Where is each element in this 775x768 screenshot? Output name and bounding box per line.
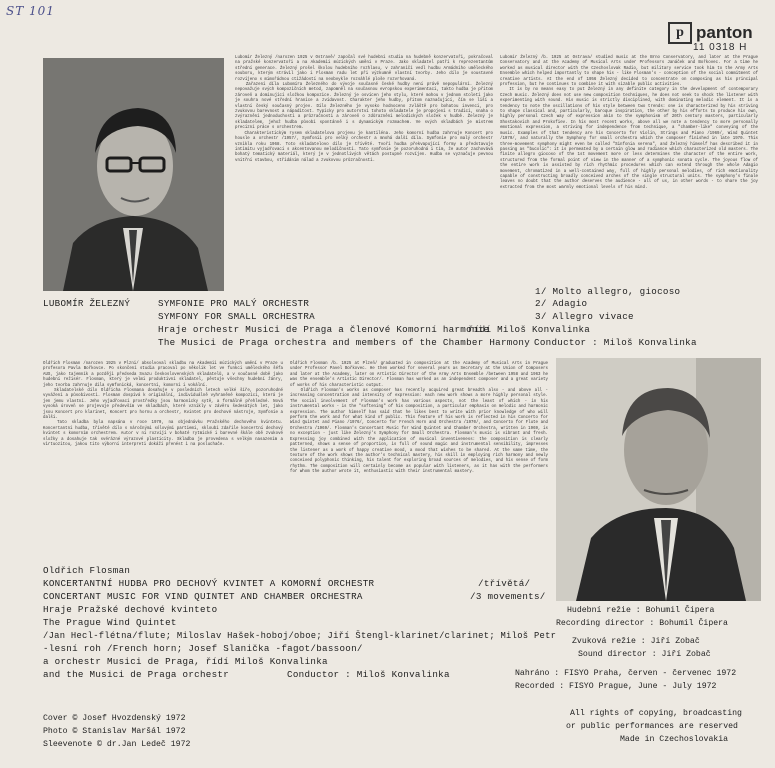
- made-in: Made in Czechoslovakia: [620, 735, 729, 744]
- panton-brand: panton: [696, 23, 753, 42]
- rights-line-2: or public performances are reserved: [566, 722, 738, 731]
- portrait-photo-lubomir-zelezny: [43, 58, 224, 291]
- panton-logo: [668, 22, 753, 44]
- sleevenote-english-zelezny: Lubomír Železný /b. 1925 at Ostrava/ studied music at the Brno Conservatory, and later at the Prague Conservatory and at the Academy of Musical Arts under Professors Janáček and Bořkovec. For a time he worked as musical director with the Czechoslovak Radio, but military service took him to the Army Arts Ensemble which helped importantly to shape his - like Flosman's - conception of the social commitment of creative artists. At the end of 1956 Železný decided to concentrate on composing as his principal profession, but he continues to combine it with sizable public activities. It is by no means easy to put Železný in any definite category in the development of contemporary Czech music. Železný does not use new composition techniques, he does not seek to shock the listener with experimenting with sound. His music is strictly disciplined, with dominating melodic element. It is a tendency to note the oscillations of his style between two trends: one is characterized by his striving to shape classical and, particularly, baroque inspiration, the other by his efforts to produce his own, highly personal Czech way of expression akin to the symphonism of 20th century masters, particularly Shostakovich and Prokofiev. In his most recent works, above all we note a tendency to more personally emotional expression, a striving for independence from technique, a "chamber-like" conveying of the music. Examples of that tendency are his Concerto for Violin, Strings and Piano /1969/, Wind Quintet /1970/, and naturally the Symphony for small orchestra which the composer finished in late 1970. This three-movement symphony might even be called "Sinfonia serena", and Železný himself has described it in passing as "bucolic": it is permeated by a certain glow and radiance which characterized old masters. The finite allegro giocoso of the 1st movement more or less determines the character of the entire work, structured from the formal point of view in the manner of a symphonic sonata cycle. The joyous flow of the entire work is assisted by rich rhythmic procedures which can extend through the whole Adagio movement, chromatized in a well-contained way, full of highly personal melodies, of rich emotionality capable of constructing broadly conceived arches of the single structural units. The symphony's finale leaves no doubt that the author deserves the audience - all of us, in other words - to share the joy extracted from the most warmly emotional levels of his mind.: [500, 56, 759, 190]
- panton-logo-icon: p: [668, 22, 692, 44]
- movements-en-flosman: /3 movements/: [470, 591, 546, 602]
- quintet-members-1: /Jan Hecl-flétna/flute; Miloslav Hašek-hoboj/oboe; Jiří Štengl-klarinet/clarinet; Miloš Petr: [43, 631, 557, 641]
- credit-recording-director-en: Recording director : Bohumil Čipera: [556, 619, 728, 628]
- performers-en-flosman: The Prague Wind Quintet: [43, 617, 177, 628]
- photo-credit: Photo © Stanislav Maršál 1972: [43, 727, 186, 736]
- movement-1: 1/ Molto allegro, giocoso: [535, 286, 681, 297]
- cover-credit: Cover © Josef Hvozdenský 1972: [43, 714, 186, 723]
- work-title-en-zelezny: SYMFONY FOR SMALL ORCHESTRA: [158, 311, 315, 322]
- performers-cz-zelezny: Hraje orchestr Musici de Praga a členové Komorní harmonie: [158, 324, 490, 335]
- conductor-cz-zelezny: řídí Miloš Konvalinka: [468, 324, 591, 335]
- performers-en-zelezny: The Musici de Praga orchestra and members of the Chamber Harmony: [158, 337, 531, 348]
- sleevenote-english-flosman: Oldřich Flosman /b. 1925 at Plzeň/ graduated in composition at the Academy of Musical Arts in Prague under Professor Pavel Bořkovec. He then worked for several years as Secretary at the Union of Composers and later at the Academy, later on Artistic Director of the Army Arts Ensemble /between 1958 and 1963 he was the ensemble's Artistic Director/. Flosman has worked as an independent composer and a great variety of works of his characteristic output. Oldřich Flosman's works as composer has recently acquired great breadth also - and above all - increasing concentration and intensity of expression: each new work shows a more highly personal style. The social involvement of Flosman's work has various aspects, not the least of which - in his instrumental works - is the "softening" of his composition, a particular emphasis on melodic and harmonic expression. The author himself has said that he likes best to write with prior knowledge of who will perform the work and for what kind of public. This feature of his work is reflected in his Concerto for Wind Quintet and Piano /1976/, Concerto for French Horn and Orchestra /1970/, and Concerto for Flute and Orchestra /1969/. Flosman's Concertant Music for Wind Quintet and Chamber Orchestra, written in 1969, is no exception - just like Železný's Symphony for Small Orchestra. Flosman's music is vibrant and fresh. Expressing joy combined with the application of musical inventiveness: the composition is clearly patterned, shows a sense of proportion, is full of sound magic and instrumental sensibility, impresses the listener as a work of happy creative mood, a mood that wishes to be shared. At the same time, the texture of the work shows the author's technical mastery, his skill in employing rich harmony and newly conceived polyphonic thinking, his talent for exploring broad sources of melodies, and his sense of form rhythm. The composition will certainly become as popular with listeners, as it has with the performers for whom the author wrote it, enthusiastic with their instrumental mastery.: [290, 362, 548, 475]
- quintet-members-2: -lesní roh /French horn; Josef Slanička -fagot/bassoon/: [43, 643, 363, 654]
- work-title-en-flosman: CONCERTANT MUSIC FOR VIND QUINTET AND CHAMBER ORCHESTRA: [43, 591, 363, 602]
- composer-zelezny: LUBOMÍR ŽELEZNÝ: [43, 298, 131, 309]
- credit-recorded-en: Recorded : FISYO Prague, June - July 1972: [515, 682, 717, 691]
- conductor-en-flosman: Conductor : Miloš Konvalinka: [287, 669, 450, 680]
- credit-recording-director-cz: Hudební režie : Bohumil Čipera: [567, 606, 715, 615]
- work-title-cz-zelezny: SYMFONIE PRO MALÝ ORCHESTR: [158, 298, 310, 309]
- conductor-en-zelezny: Conductor : Miloš Konvalinka: [534, 337, 697, 348]
- catalog-number: 11 0318 H: [693, 42, 748, 53]
- sleevenote-czech-flosman: Oldřich Flosman /narozen 1925 v Plzni/ absolvoval skladbu na Akademii múzických umění v Praze u profesora Pavla Bořkovce. Po skončení studia pracoval po několik let ve funkci uměleckého šéfa AUS, jako tajemník a později předseda Svazu československých skladatelů, a v současné době jako hudební režisér. Flosman, který je velmi produktivní skladatel, pěstuje všechny hudební žánry, jeho tvorba zahrnuje díla symfonická, koncertní, komorní i vokální. Skladatelské dílo Oldřicha Flosmana dosahuje v posledních letech velké šíře, pozoruhodné vyvážení a působivosti. Flosman dospívá k originální, individuálně vyhraněné kompozici, která je jen jemu vlastní. Jeho vyjadřovací prostředky jsou harmonicky sytě, a formálně přehledné. Nová vysoká úroveň se projevuje především ve skladbách, které vznikly v závěru šedesátých let, jako jsou Koncert pro klarinet, Koncert pro hornu a orchestr, Kvintet pro dechové nástroje, Symfonie a další. Tato skladba byla napsána v roce 1970, na objednávku Pražského dechového kvintetu. Koncertantní hudba, třívěté dílo s náročnými sólovými partiemi, skloubí zdařile koncertní dechový kvintet s komorním orchestrem. Autor v ní rozvíjí v bohaté rytmické i barevné škále obě zvukové složky a dosahuje tak svérázné výrazové plasticity. Skladba je provedena s velkým nasazením a virtuozitou, jakou tito výborní interpreti dokáží přenést i na posluchače.: [43, 362, 284, 448]
- orchestra-cz-flosman: a orchestr Musici de Praga, řídí Miloš Konvalinka: [43, 656, 328, 667]
- movement-3: 3/ Allegro vivace: [535, 311, 634, 322]
- handwritten-catalog-mark: ST 101: [6, 4, 55, 18]
- performers-cz-flosman: Hraje Pražské dechové kvinteto: [43, 604, 218, 615]
- movements-cz-flosman: /třívětá/: [478, 578, 531, 589]
- rights-line-1: All rights of copying, broadcasting: [570, 709, 742, 718]
- credit-sound-director-en: Sound director : Jiří Zobač: [578, 650, 711, 659]
- orchestra-en-flosman: and the Musici de Praga orchestr: [43, 669, 230, 680]
- movement-2: 2/ Adagio: [535, 298, 588, 309]
- sleevenote-credit: Sleevenote © dr.Jan Ledeč 1972: [43, 740, 191, 749]
- credit-recorded-cz: Nahráno : FISYO Praha, červen - červenec 1972: [515, 669, 737, 678]
- sleevenote-czech-zelezny: Lubomír Železný /narozen 1925 v Ostravě/ započal své hudební studia na hudebně konzervatoři, pokračoval na pražské konzervatoři a na Akademii múzických umění v Praze. Jako skladatel patří k reprezentantům střední generace. Železný prošel školou hudebního rozhlasu, v zahraničí vedl hudbu Armádního uměleckého souboru, kterým strávil jako i Flosman radu let při výzkumně vlastní tvorby. Jeho dílo je soustavné rozvíjeno s mimořádnou ctižádostí na neobvykle rozsáhlé ploše rozvrhovaná. Zařazení díla Lubomíra Železného do vývoje současné české hudby není právě nepopulární. Železný nepovažuje svých kompozičních metod, zapomněl na současnou evropskou experimentaci, takto hudba je přitom zároveň a dominující složkou kompozice. Železný je osvícen jeho stylu, které mohou v jednom století jako je souhra nové střední hranice a zvídavost. Charakter jeho hudby, přitom naznačující, čím se liší a vlastní český současný projev. Dílo Železného je vysoko hodnoceno zvláště pro bohatou invenci, pro zvukovou barevnost a nápaditost. Typicky pro autorství tohoto skladatele je propojení s tradicí, snaha o zvýraznění jednoduchosti a průzračnosti a zároveň o zdůraznění melodických složek v hudbě. Železný je skladatelem, jehož hudba působí spontánně i s dynamickým rozmachem. Ve svých skladbách je mistrem precizní práce s orchestrem. Charakteristickým rysem skladatelova projevu je kantiléna. Jeho komorní hudba zahrnuje Koncert pro housle a orchestr /1957/, Symfonii pro velký orchestr a mnohá další díla. Symfonie pro malý orchestr vznikla roku 1968. Toto skladatelovo dílo je třívěté. Tvoří hudba překvapující formy a představuje intimitu vyjadřovací s akcentovanou melodičností. Tato symfonie je pozoruhodná i tím, že autor zachovává bohatý tematický materiál, který je v jednotlivých větách postupně rozvíjen. Hudba se vyznačuje pevnou vnitřní stavbou, střídáním nálad a zvukovou průzračností.: [235, 56, 493, 163]
- credit-sound-director-cz: Zvuková režie : Jiří Zobač: [572, 637, 700, 646]
- composer-flosman: Oldřich Flosman: [43, 565, 131, 576]
- work-title-cz-flosman: KONCERTANTNÍ HUDBA PRO DECHOVÝ KVINTET A KOMORNÍ ORCHESTR: [43, 578, 375, 589]
- portrait-photo-oldrich-flosman: [556, 358, 761, 601]
